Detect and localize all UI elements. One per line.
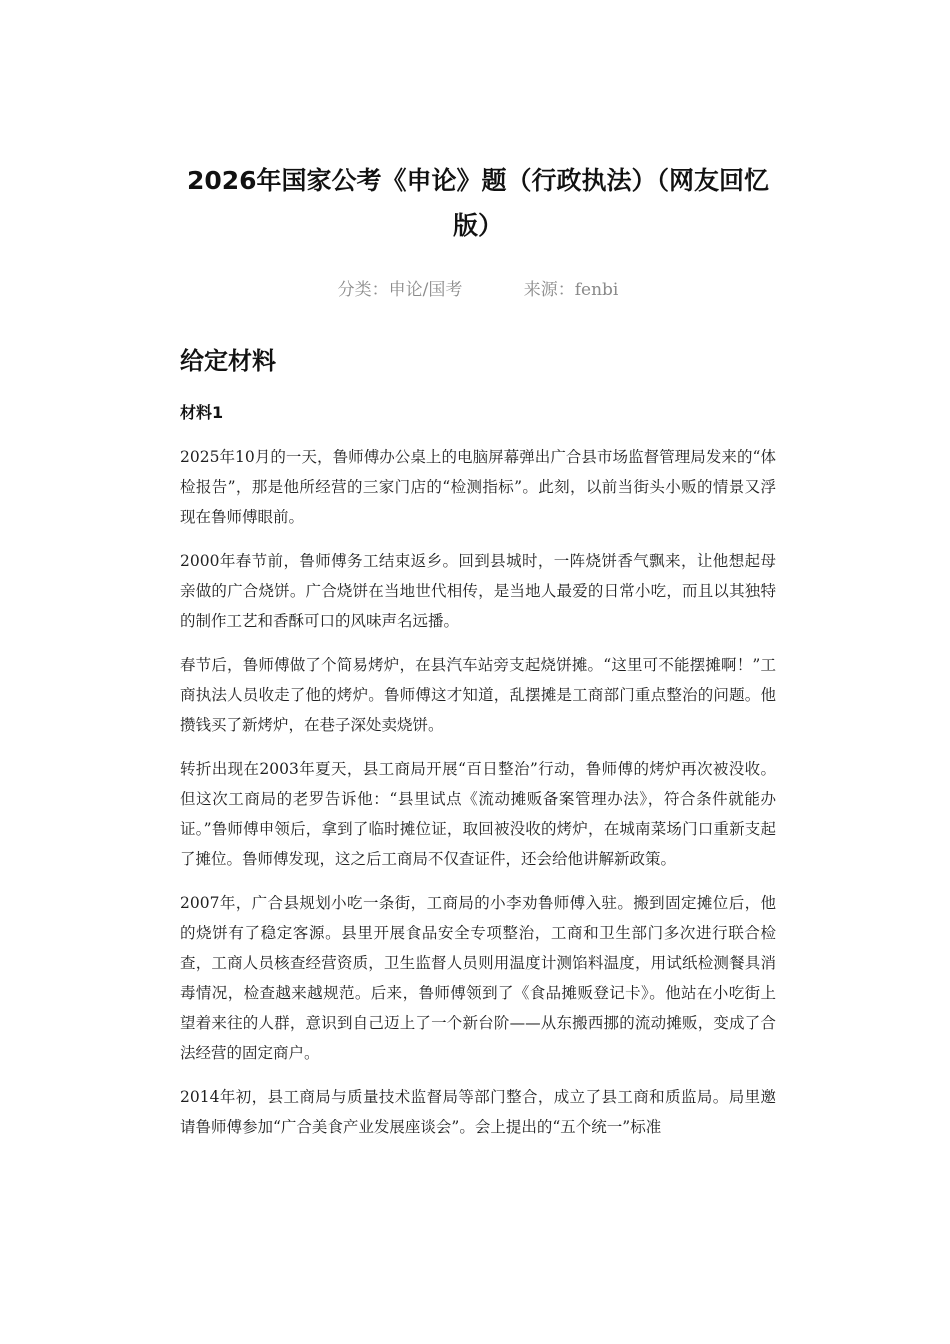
paragraph: 春节后，鲁师傅做了个简易烤炉，在县汽车站旁支起烧饼摊。“这里可不能摆摊啊！”工商执法人员收走了他的烤炉。鲁师傅这才知道，乱摆摊是工商部门重点整治的问题。他攒钱买了新烤炉，在巷子深处卖烧饼。 bbox=[180, 656, 776, 734]
paragraph: 转折出现在2003年夏天，县工商局开展“百日整治”行动，鲁师傅的烤炉再次被没收。但这次工商局的老罗告诉他：“县里试点《流动摊贩备案管理办法》，符合条件就能办证。”鲁师傅申领后，拿到了临时摊位证，取回被没收的烤炉，在城南菜场门口重新支起了摊位。鲁师傅发现，这之后工商局不仅查证件，还会给他讲解新政策。 bbox=[180, 760, 776, 868]
paragraph: 2000年春节前，鲁师傅务工结束返乡。回到县城时，一阵烧饼香气飘来，让他想起母亲做的广合烧饼。广合烧饼在当地世代相传，是当地人最爱的日常小吃，而且以其独特的制作工艺和香酥可口的风味声名远播。 bbox=[180, 552, 776, 630]
category-label: 分类：申论/国考 bbox=[337, 280, 463, 300]
paragraph: 2025年10月的一天，鲁师傅办公桌上的电脑屏幕弹出广合县市场监督管理局发来的“体检报告”，那是他所经营的三家门店的“检测指标”。此刻，以前当街头小贩的情景又浮现在鲁师傅眼前。 bbox=[180, 448, 776, 526]
document-title: 2026年国家公考《申论》题（行政执法）（网友回忆版） bbox=[186, 166, 770, 240]
paragraph: 2007年，广合县规划小吃一条街，工商局的小李劝鲁师傅入驻。搬到固定摊位后，他的烧饼有了稳定客源。县里开展食品安全专项整治，工商和卫生部门多次进行联合检查，工商人员核查经营资质，卫生监督人员则用温度计测馅料温度，用试纸检测餐具消毒情况，检查越来越规范。后来，鲁师傅领到了《食品摊贩登记卡》。他站在小吃街上望着来往的人群，意识到自己迈上了一个新台阶——从东搬西挪的流动摊贩，变成了合法经营的固定商户。 bbox=[180, 894, 776, 1062]
section-heading: 给定材料 bbox=[180, 347, 276, 375]
document-page bbox=[180, 158, 776, 1142]
source-label: 来源：fenbi bbox=[523, 280, 619, 300]
material-label: 材料1 bbox=[180, 403, 224, 422]
paragraph: 2014年初，县工商局与质量技术监督局等部门整合，成立了县工商和质监局。局里邀请鲁师傅参加“广合美食产业发展座谈会”。会上提出的“五个统一”标准 bbox=[180, 1088, 776, 1136]
document-meta bbox=[180, 276, 776, 304]
